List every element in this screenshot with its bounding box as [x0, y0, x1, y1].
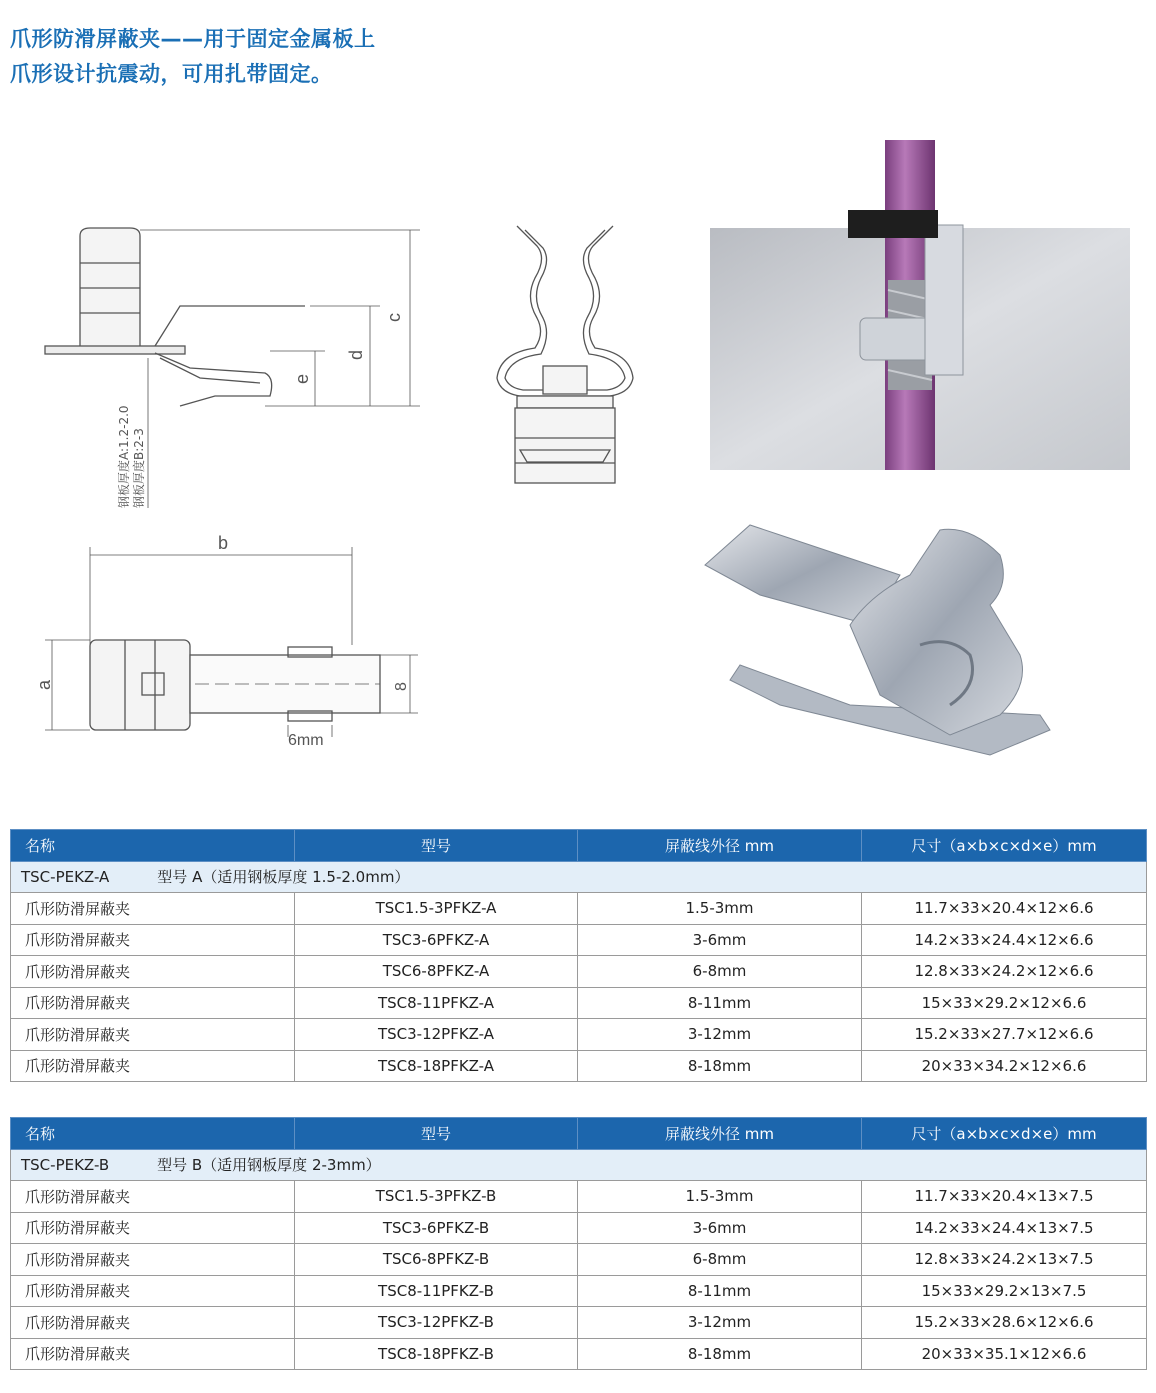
cell-dimensions: 15×33×29.2×12×6.6 — [862, 987, 1147, 1019]
cell-diameter: 1.5-3mm — [578, 1181, 862, 1213]
cell-name: 爪形防滑屏蔽夹 — [11, 956, 295, 988]
series-code: TSC-PEKZ-A — [21, 868, 110, 887]
cell-dimensions: 14.2×33×24.4×13×7.5 — [862, 1212, 1147, 1244]
header-diameter: 屏蔽线外径 mm — [578, 1118, 862, 1150]
cell-model: TSC6-8PFKZ-A — [295, 956, 578, 988]
dim-8-label: 8 — [393, 682, 410, 691]
thickness-b-label: 钢板厚度B:2-3 — [132, 428, 146, 508]
cell-model: TSC8-11PFKZ-A — [295, 987, 578, 1019]
headline — [10, 22, 376, 92]
cell-dimensions: 15×33×29.2×13×7.5 — [862, 1275, 1147, 1307]
cell-dimensions: 15.2×33×27.7×12×6.6 — [862, 1019, 1147, 1051]
cell-name: 爪形防滑屏蔽夹 — [11, 1019, 295, 1051]
cell-model: TSC3-12PFKZ-A — [295, 1019, 578, 1051]
table-row — [11, 1212, 1147, 1244]
series-code: TSC-PEKZ-B — [21, 1156, 110, 1175]
dim-c-label: c — [384, 313, 404, 322]
dim-6mm-label: 6mm — [288, 732, 324, 749]
cell-diameter: 8-18mm — [578, 1338, 862, 1370]
header-name: 名称 — [11, 1118, 295, 1150]
cell-model: TSC3-12PFKZ-B — [295, 1307, 578, 1339]
table-row — [11, 1181, 1147, 1213]
table-row — [11, 924, 1147, 956]
cell-name: 爪形防滑屏蔽夹 — [11, 1307, 295, 1339]
cell-model: TSC3-6PFKZ-B — [295, 1212, 578, 1244]
cell-diameter: 3-6mm — [578, 924, 862, 956]
mounted-clip-photo — [710, 140, 1130, 470]
side-view-drawing — [40, 218, 440, 518]
cell-diameter: 6-8mm — [578, 956, 862, 988]
top-view-drawing — [30, 525, 440, 755]
thickness-a-label: 钢板厚度A:1.2-2.0 — [117, 405, 131, 508]
header-model: 型号 — [295, 1118, 578, 1150]
cell-name: 爪形防滑屏蔽夹 — [11, 1181, 295, 1213]
cell-model: TSC8-18PFKZ-B — [295, 1338, 578, 1370]
series-row — [11, 1149, 1147, 1181]
cell-name: 爪形防滑屏蔽夹 — [11, 1050, 295, 1082]
table-row — [11, 1050, 1147, 1082]
cell-model: TSC8-11PFKZ-B — [295, 1275, 578, 1307]
table-header-row — [11, 1118, 1147, 1150]
table-row — [11, 893, 1147, 925]
cell-diameter: 1.5-3mm — [578, 893, 862, 925]
cell-diameter: 6-8mm — [578, 1244, 862, 1276]
cell-dimensions: 11.7×33×20.4×12×6.6 — [862, 893, 1147, 925]
cell-diameter: 3-12mm — [578, 1307, 862, 1339]
cell-name: 爪形防滑屏蔽夹 — [11, 1275, 295, 1307]
header-dimensions: 尺寸（a×b×c×d×e）mm — [862, 1118, 1147, 1150]
series-desc: 型号 A（适用钢板厚度 1.5-2.0mm） — [157, 868, 410, 887]
table-row — [11, 1275, 1147, 1307]
table-row — [11, 987, 1147, 1019]
cell-name: 爪形防滑屏蔽夹 — [11, 1244, 295, 1276]
cell-dimensions: 12.8×33×24.2×13×7.5 — [862, 1244, 1147, 1276]
headline-line-2: 爪形设计抗震动，可用扎带固定。 — [10, 62, 333, 86]
dim-b-label: b — [218, 533, 229, 553]
cell-diameter: 8-18mm — [578, 1050, 862, 1082]
cell-name: 爪形防滑屏蔽夹 — [11, 1338, 295, 1370]
spec-table-type-b — [10, 1117, 1147, 1370]
dim-a-label: a — [34, 679, 54, 690]
header-diameter: 屏蔽线外径 mm — [578, 830, 862, 862]
cell-diameter: 8-11mm — [578, 1275, 862, 1307]
cell-name: 爪形防滑屏蔽夹 — [11, 987, 295, 1019]
cell-model: TSC8-18PFKZ-A — [295, 1050, 578, 1082]
table-row — [11, 956, 1147, 988]
cell-dimensions: 12.8×33×24.2×12×6.6 — [862, 956, 1147, 988]
cell-dimensions: 11.7×33×20.4×13×7.5 — [862, 1181, 1147, 1213]
cell-diameter: 3-6mm — [578, 1212, 862, 1244]
header-name: 名称 — [11, 830, 295, 862]
cell-dimensions: 20×33×35.1×12×6.6 — [862, 1338, 1147, 1370]
front-view-drawing — [485, 218, 645, 498]
cell-dimensions: 14.2×33×24.4×12×6.6 — [862, 924, 1147, 956]
header-model: 型号 — [295, 830, 578, 862]
dim-d-label: d — [346, 349, 366, 360]
cell-diameter: 3-12mm — [578, 1019, 862, 1051]
table-row — [11, 1307, 1147, 1339]
spec-table-type-a — [10, 829, 1147, 1082]
clip-product-photo — [700, 515, 1070, 785]
cell-model: TSC6-8PFKZ-B — [295, 1244, 578, 1276]
dim-e-label: e — [292, 373, 312, 384]
cell-model: TSC3-6PFKZ-A — [295, 924, 578, 956]
table-header-row — [11, 830, 1147, 862]
series-desc: 型号 B（适用钢板厚度 2-3mm） — [157, 1156, 381, 1175]
headline-line-1: 爪形防滑屏蔽夹——用于固定金属板上 — [10, 27, 376, 51]
table-row — [11, 1338, 1147, 1370]
cell-name: 爪形防滑屏蔽夹 — [11, 924, 295, 956]
cell-model: TSC1.5-3PFKZ-B — [295, 1181, 578, 1213]
cell-name: 爪形防滑屏蔽夹 — [11, 1212, 295, 1244]
cell-dimensions: 15.2×33×28.6×12×6.6 — [862, 1307, 1147, 1339]
header-dimensions: 尺寸（a×b×c×d×e）mm — [862, 830, 1147, 862]
cell-name: 爪形防滑屏蔽夹 — [11, 893, 295, 925]
series-row — [11, 861, 1147, 893]
cell-model: TSC1.5-3PFKZ-A — [295, 893, 578, 925]
cell-diameter: 8-11mm — [578, 987, 862, 1019]
table-row — [11, 1244, 1147, 1276]
table-row — [11, 1019, 1147, 1051]
cell-dimensions: 20×33×34.2×12×6.6 — [862, 1050, 1147, 1082]
